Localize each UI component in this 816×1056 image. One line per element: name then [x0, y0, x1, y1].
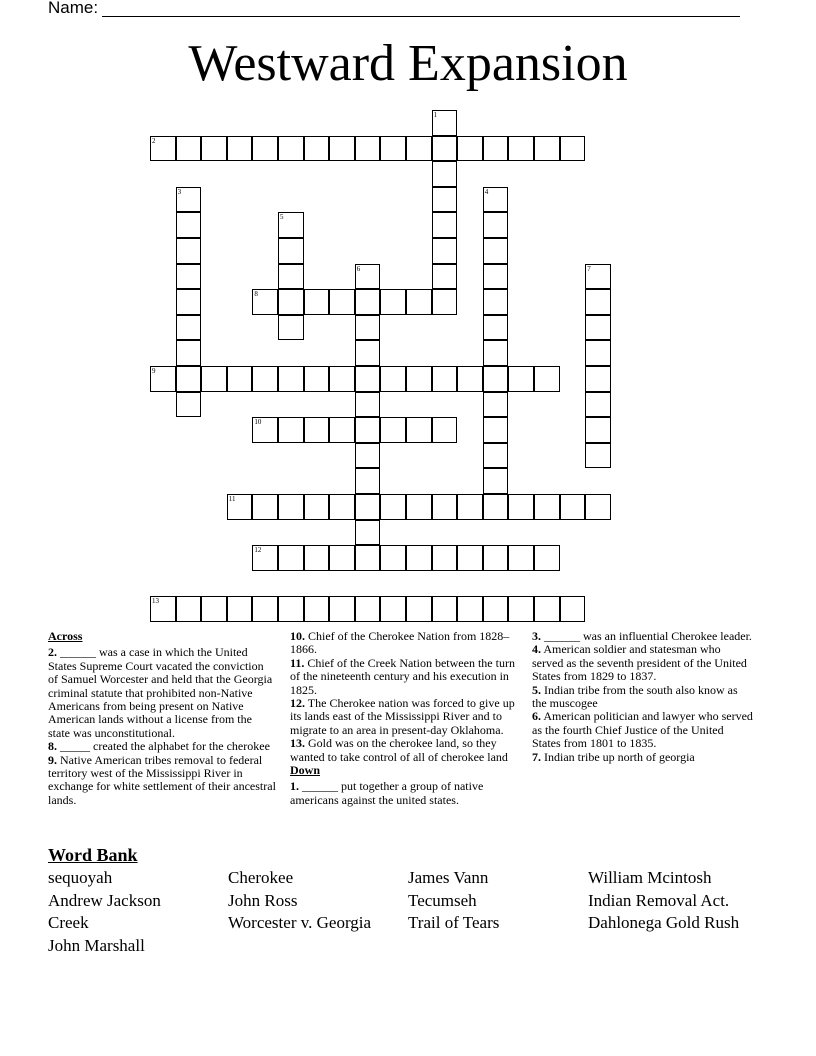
clue-number: 6 — [356, 264, 361, 273]
grid-cell[interactable] — [278, 315, 304, 341]
clue-item-text: Indian tribe up north of georgia — [541, 749, 695, 764]
grid-cell[interactable] — [176, 212, 202, 238]
grid-cell[interactable] — [355, 366, 381, 392]
grid-cell[interactable] — [252, 545, 278, 571]
grid-cell[interactable] — [304, 545, 330, 571]
clue-item — [532, 710, 754, 750]
grid-cell[interactable] — [355, 289, 381, 315]
grid-cell[interactable] — [483, 417, 509, 443]
grid-cell[interactable] — [176, 392, 202, 418]
word-bank-item: John Ross — [228, 890, 298, 910]
grid-cell[interactable] — [304, 417, 330, 443]
grid-cell[interactable] — [176, 315, 202, 341]
grid-cell[interactable] — [252, 417, 278, 443]
clue-item-text: Native American tribes removal to federal territory west of the Mississippi River in exchange for white settlement of their ancestral lands. — [48, 752, 276, 807]
clue-item-number: 9. — [48, 752, 57, 767]
grid-cell[interactable] — [304, 596, 330, 622]
clue-number: 3 — [177, 187, 182, 196]
grid-cell[interactable] — [432, 110, 458, 136]
word-bank-item: Tecumseh — [408, 890, 477, 910]
grid-cell[interactable] — [457, 366, 483, 392]
grid-cell[interactable] — [201, 136, 227, 162]
down-clues-1 — [290, 780, 516, 807]
clue-item-number: 11. — [290, 655, 305, 670]
clue-number: 8 — [254, 290, 258, 299]
grid-cell[interactable] — [406, 494, 432, 520]
clue-item-text: ______ was a case in which the United States Supreme Court vacated the conviction of Samuel Worcester and held that the Georgia criminal statute that prohibited non-Native Americans from being present on Native American lands without a license from the state was unconstitutional. — [48, 645, 273, 740]
word-bank-title: Word Bank — [48, 845, 138, 865]
grid-cell[interactable] — [585, 366, 611, 392]
grid-cell[interactable] — [432, 238, 458, 264]
grid-cell[interactable] — [534, 596, 560, 622]
grid-cell[interactable] — [483, 468, 509, 494]
clue-number: 13 — [152, 597, 159, 606]
grid-cell[interactable] — [252, 136, 278, 162]
grid-cell[interactable] — [483, 238, 509, 264]
clue-number: 11 — [228, 495, 236, 503]
word-bank-item: Cherokee — [228, 868, 294, 887]
grid-cell[interactable] — [278, 289, 304, 315]
clue-column-1 — [48, 630, 276, 807]
grid-cell[interactable] — [432, 212, 458, 238]
clue-item-text: Chief of the Creek Nation between the turn of the nineteenth century and his execution in 1825. — [290, 655, 515, 697]
grid-cell[interactable] — [278, 494, 304, 520]
grid-cell[interactable] — [329, 545, 355, 571]
word-bank-item: William Mcintosh — [588, 868, 712, 887]
grid-cell[interactable] — [304, 289, 330, 315]
grid-cell[interactable] — [176, 136, 202, 162]
grid-cell[interactable] — [176, 596, 202, 622]
word-bank-item: Indian Removal Act. — [588, 890, 730, 910]
grid-cell[interactable] — [329, 596, 355, 622]
word-bank-item: Dahlonega Gold Rush — [588, 913, 740, 932]
grid-cell[interactable] — [355, 443, 381, 469]
grid-cell[interactable] — [329, 366, 355, 392]
grid-cell[interactable] — [585, 443, 611, 469]
grid-cell[interactable] — [355, 315, 381, 341]
grid-cell[interactable] — [585, 289, 611, 315]
grid-cell[interactable] — [483, 289, 509, 315]
clue-number: 7 — [587, 264, 591, 273]
word-bank-item: John Marshall — [48, 935, 145, 955]
clue-number: 12 — [254, 546, 262, 555]
clue-item-text: ______ put together a group of native americans against the united states. — [290, 779, 484, 807]
clue-item — [290, 657, 516, 697]
grid-cell[interactable] — [432, 596, 458, 622]
grid-cell[interactable] — [355, 520, 381, 546]
grid-cell[interactable] — [406, 136, 432, 162]
grid-cell[interactable] — [278, 366, 304, 392]
clue-item-text: ______ was an influential Cherokee leader. — [541, 629, 752, 643]
grid-cell[interactable] — [406, 366, 432, 392]
grid-cell[interactable] — [508, 545, 534, 571]
grid-cell[interactable] — [278, 238, 304, 264]
clue-column-3 — [532, 630, 754, 764]
grid-cell[interactable] — [150, 366, 176, 392]
clue-item — [48, 646, 276, 740]
grid-cell[interactable] — [355, 596, 381, 622]
word-bank-item: Andrew Jackson — [48, 890, 161, 910]
grid-cell[interactable] — [432, 289, 458, 315]
clue-item-number: 12. — [290, 696, 305, 711]
grid-cell[interactable] — [457, 136, 483, 162]
grid-cell[interactable] — [201, 366, 227, 392]
grid-cell[interactable] — [329, 289, 355, 315]
across-clues-1 — [48, 646, 276, 807]
grid-cell[interactable] — [150, 136, 176, 162]
grid-cell[interactable] — [534, 136, 560, 162]
down-clues-2 — [532, 630, 754, 764]
grid-cell[interactable] — [176, 238, 202, 264]
grid-cell[interactable] — [560, 494, 586, 520]
grid-cell[interactable] — [355, 417, 381, 443]
grid-cell[interactable] — [457, 494, 483, 520]
grid-cell[interactable] — [380, 545, 406, 571]
grid-cell[interactable] — [380, 596, 406, 622]
clue-number: 4 — [484, 187, 489, 196]
clue-column-2 — [290, 630, 516, 807]
across-clues-2 — [290, 630, 516, 764]
grid-cell[interactable] — [508, 494, 534, 520]
grid-cell[interactable] — [380, 494, 406, 520]
grid-cell[interactable] — [483, 212, 509, 238]
grid-cell[interactable] — [355, 494, 381, 520]
grid-cell[interactable] — [432, 161, 458, 187]
grid-cell[interactable] — [534, 545, 560, 571]
grid-cell[interactable] — [355, 264, 381, 290]
grid-cell[interactable] — [227, 596, 253, 622]
down-header: Down — [290, 763, 321, 778]
clue-item-text: Gold was on the cherokee land, so they wanted to take control of all of cherokee land — [290, 736, 508, 764]
grid-cell[interactable] — [304, 366, 330, 392]
grid-cell[interactable] — [432, 494, 458, 520]
clue-item-number: 8. — [48, 739, 57, 754]
grid-cell[interactable] — [176, 340, 202, 366]
grid-cell[interactable] — [406, 289, 432, 315]
clue-item — [532, 630, 754, 643]
word-bank-item: Worcester v. Georgia — [228, 913, 372, 932]
clue-item-text: American soldier and statesman who served as the seventh president of the United States from 1829 to 1837. — [532, 642, 747, 684]
grid-cell[interactable] — [585, 340, 611, 366]
grid-cell[interactable] — [304, 494, 330, 520]
clue-item-text: American politician and lawyer who served as the fourth Chief Justice of the United States from 1801 to 1835. — [532, 709, 753, 751]
grid-cell[interactable] — [150, 596, 176, 622]
name-field[interactable] — [48, 0, 740, 18]
clue-item-number: 2. — [48, 645, 57, 660]
clue-item — [290, 737, 516, 764]
grid-cell[interactable] — [278, 136, 304, 162]
grid-cell[interactable] — [278, 545, 304, 571]
grid-cell[interactable] — [432, 366, 458, 392]
grid-cell[interactable] — [227, 366, 253, 392]
grid-cell[interactable] — [252, 494, 278, 520]
grid-cell[interactable] — [483, 443, 509, 469]
grid-cell[interactable] — [483, 545, 509, 571]
grid-cell[interactable] — [508, 596, 534, 622]
clue-number: 2 — [152, 136, 156, 145]
grid-cell[interactable] — [355, 136, 381, 162]
name-underline[interactable] — [102, 0, 740, 17]
grid-cell[interactable] — [176, 289, 202, 315]
grid-cell[interactable] — [252, 596, 278, 622]
clue-item-text: _____ created the alphabet for the cherokee — [57, 739, 270, 754]
grid-cell[interactable] — [432, 545, 458, 571]
grid-cell[interactable] — [278, 264, 304, 290]
grid-cell[interactable] — [406, 596, 432, 622]
grid-cell[interactable] — [355, 468, 381, 494]
grid-cell[interactable] — [483, 264, 509, 290]
grid-cell[interactable] — [534, 366, 560, 392]
clue-item-number: 7. — [532, 749, 541, 764]
clue-number: 10 — [254, 418, 262, 427]
grid-cell[interactable] — [432, 417, 458, 443]
clue-number: 1 — [433, 111, 438, 119]
grid-cell[interactable] — [252, 366, 278, 392]
clue-item-text: Chief of the Cherokee Nation from 1828–1866. — [290, 629, 510, 657]
grid-cell[interactable] — [585, 417, 611, 443]
grid-cell[interactable] — [176, 264, 202, 290]
grid-cell[interactable] — [585, 315, 611, 341]
clue-item-number: 13. — [290, 736, 305, 751]
clue-number: 9 — [152, 367, 156, 375]
grid-cell[interactable] — [585, 392, 611, 418]
page-title: Westward Expansion — [188, 35, 628, 92]
grid-cell[interactable] — [227, 494, 253, 520]
grid-cell[interactable] — [483, 494, 509, 520]
grid-cell[interactable] — [380, 366, 406, 392]
grid-cell[interactable] — [380, 289, 406, 315]
clue-item — [48, 740, 276, 753]
clue-item-number: 6. — [532, 709, 541, 724]
grid-cell[interactable] — [585, 264, 611, 290]
grid-cell[interactable] — [483, 315, 509, 341]
grid-cell[interactable] — [432, 264, 458, 290]
grid-cell[interactable] — [304, 136, 330, 162]
clue-item — [532, 751, 754, 764]
clue-item-number: 3. — [532, 629, 541, 643]
name-label: Name: — [48, 0, 99, 17]
grid-cell[interactable] — [432, 136, 458, 162]
grid-cell[interactable] — [483, 392, 509, 418]
grid-cell[interactable] — [508, 366, 534, 392]
grid-cell[interactable] — [278, 596, 304, 622]
grid-cell[interactable] — [560, 596, 586, 622]
grid-cell[interactable] — [508, 136, 534, 162]
clue-item-number: 1. — [290, 779, 299, 794]
grid-cell[interactable] — [457, 596, 483, 622]
grid-cell[interactable] — [483, 136, 509, 162]
clue-item — [48, 754, 276, 808]
clue-item — [290, 697, 516, 737]
word-bank-item: Creek — [48, 913, 89, 932]
grid-cell[interactable] — [355, 545, 381, 571]
clue-item — [532, 643, 754, 683]
grid-cell[interactable] — [483, 187, 509, 213]
clue-item-number: 10. — [290, 629, 305, 643]
clue-item-text: Indian tribe from the south also know as the muscogee — [532, 682, 738, 711]
word-bank-item: sequoyah — [48, 868, 113, 887]
grid-cell[interactable] — [585, 494, 611, 520]
grid-cell[interactable] — [534, 494, 560, 520]
grid-cell[interactable] — [432, 187, 458, 213]
grid-cell[interactable] — [380, 136, 406, 162]
grid-cell[interactable] — [176, 187, 202, 213]
word-bank-item: Trail of Tears — [408, 913, 500, 932]
clue-item-text: The Cherokee nation was forced to give up its lands east of the Mississippi River and to migrate to an area in present-day Oklahoma. — [290, 696, 515, 737]
grid-cell[interactable] — [560, 136, 586, 162]
grid-cell[interactable] — [355, 392, 381, 418]
grid-cell[interactable] — [406, 417, 432, 443]
word-bank-item: James Vann — [408, 868, 489, 887]
grid-cell[interactable] — [457, 545, 483, 571]
crossword-grid — [150, 110, 615, 626]
grid-cell[interactable] — [483, 366, 509, 392]
clue-item-number: 4. — [532, 642, 541, 657]
grid-cell[interactable] — [252, 289, 278, 315]
grid-cell[interactable] — [483, 596, 509, 622]
across-header: Across — [48, 629, 83, 643]
grid-cell[interactable] — [329, 417, 355, 443]
grid-cell[interactable] — [329, 494, 355, 520]
clue-item-number: 5. — [532, 682, 541, 697]
grid-cell[interactable] — [278, 417, 304, 443]
grid-cell[interactable] — [176, 366, 202, 392]
grid-cell[interactable] — [380, 417, 406, 443]
clue-item — [290, 780, 516, 807]
grid-cell[interactable] — [329, 136, 355, 162]
grid-cell[interactable] — [355, 340, 381, 366]
grid-cell[interactable] — [227, 136, 253, 162]
clue-item — [532, 684, 754, 711]
grid-cell[interactable] — [406, 545, 432, 571]
clue-item — [290, 630, 516, 657]
clue-number: 5 — [280, 213, 284, 222]
grid-cell[interactable] — [483, 340, 509, 366]
grid-cell[interactable] — [278, 212, 304, 238]
grid-cell[interactable] — [201, 596, 227, 622]
